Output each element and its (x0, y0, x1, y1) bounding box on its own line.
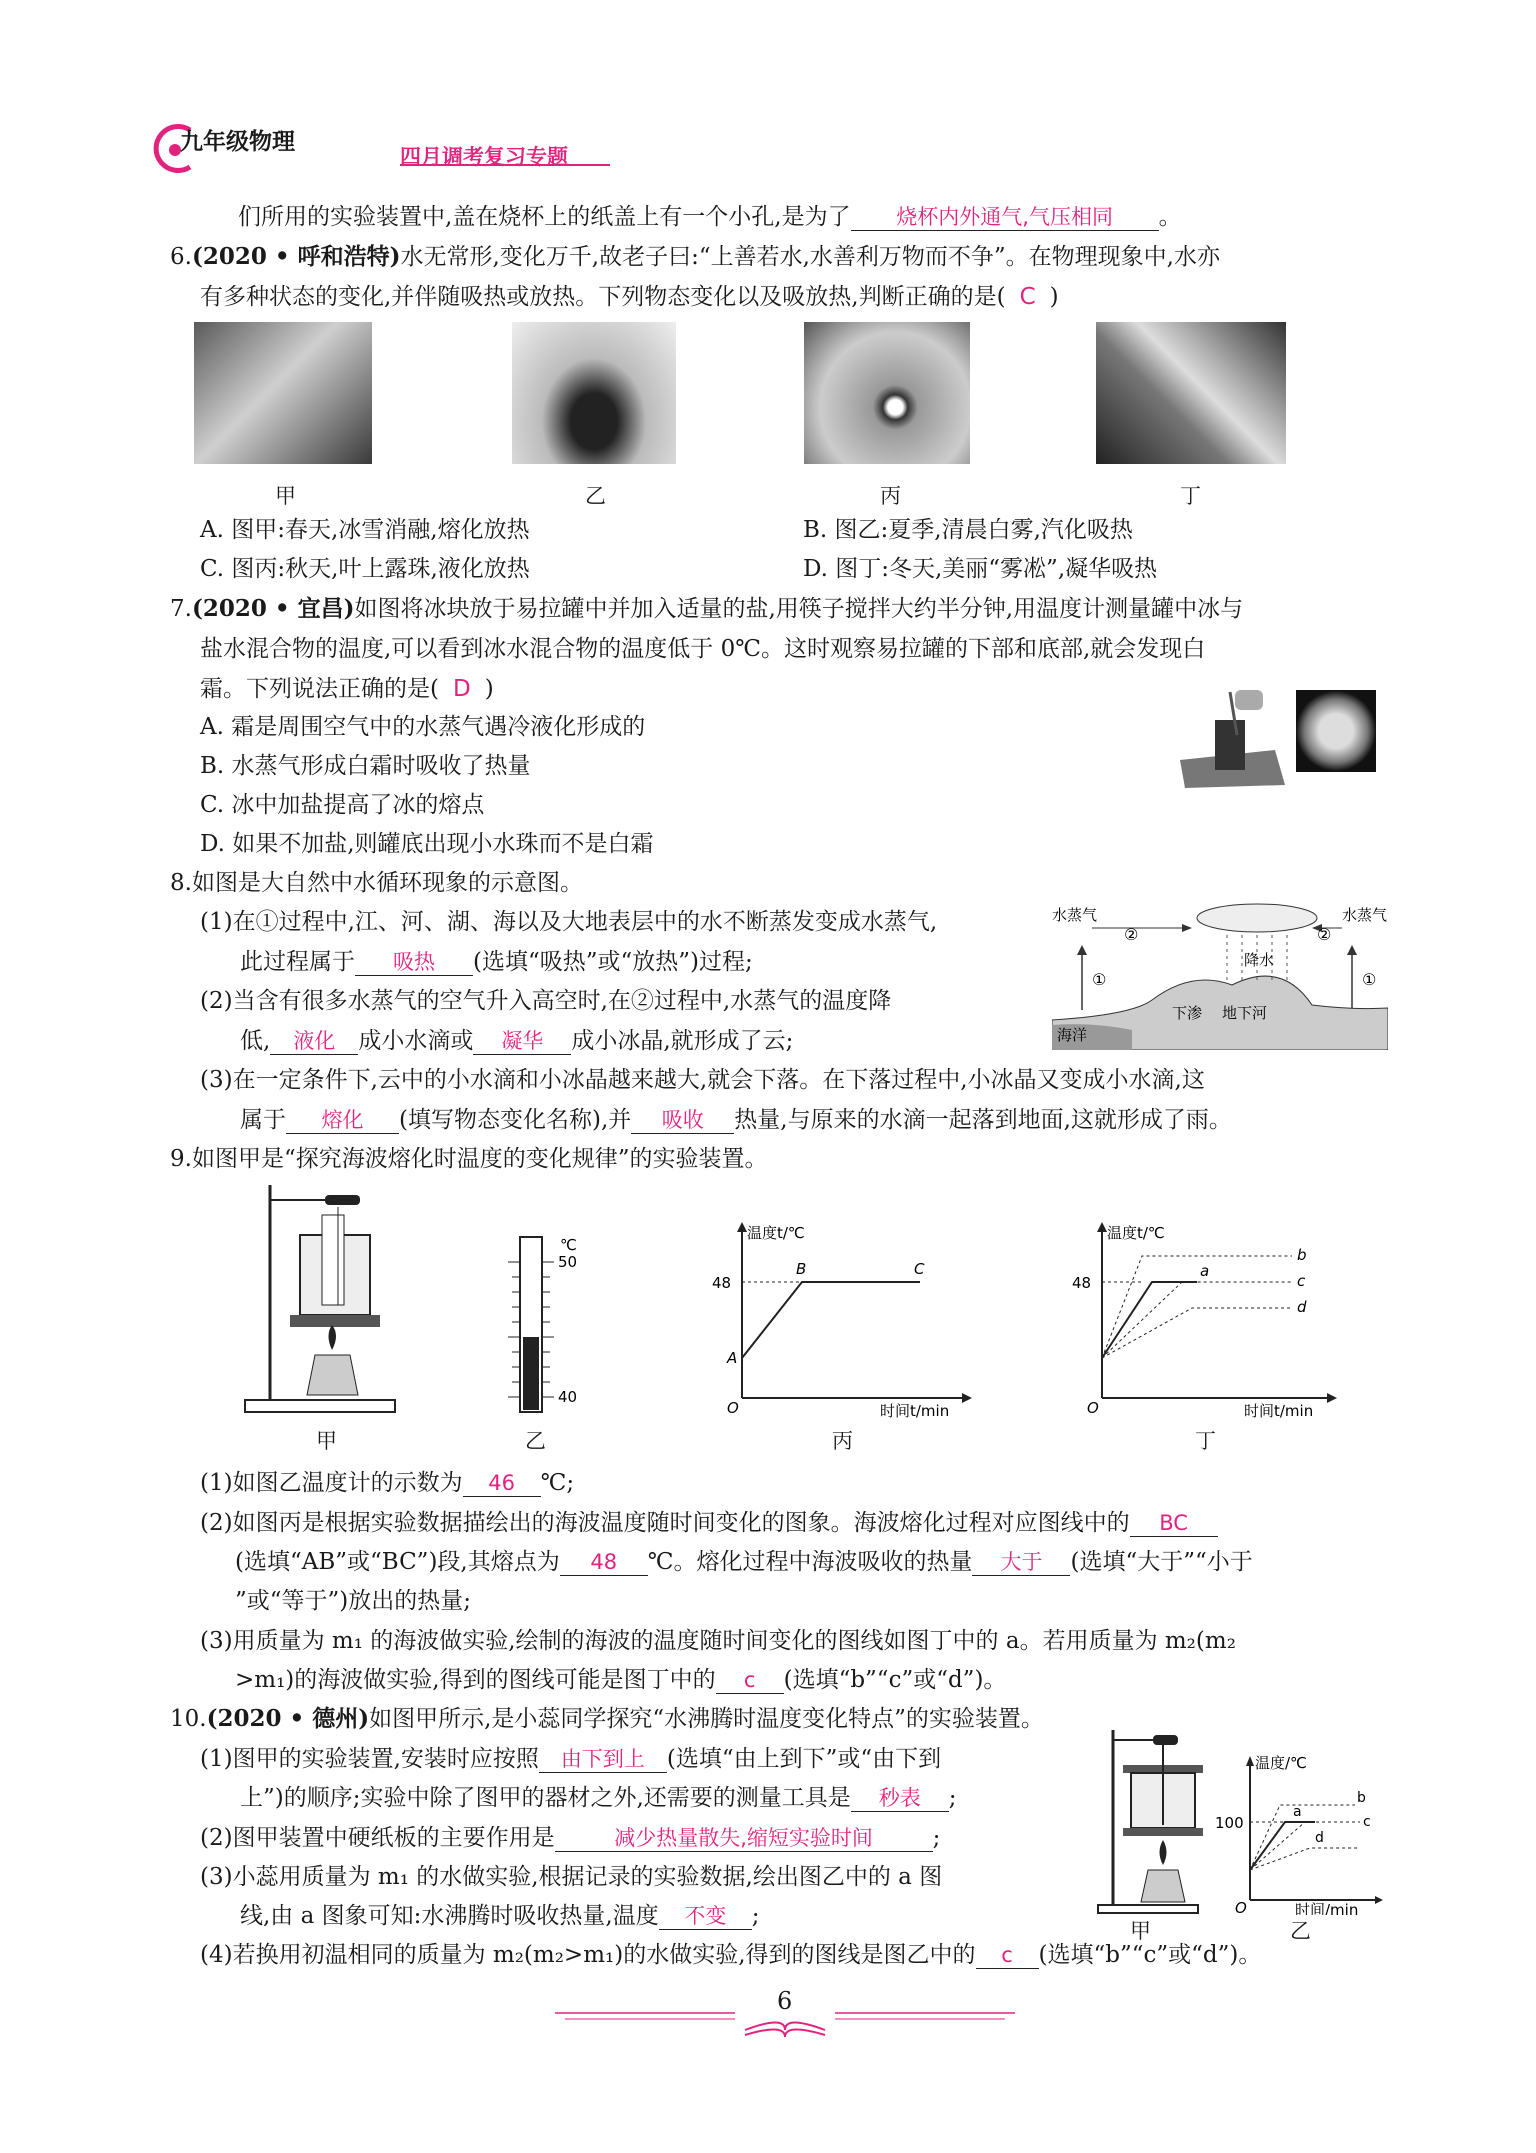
q6-option-d: D. 图丁:冬天,美丽“雾凇”,凝华吸热 (803, 556, 1158, 582)
q8-part1b: 此过程属于 吸热 (选填“吸热”或“放热”)过程; (240, 949, 753, 975)
thermo-tick-50: 50 (558, 1253, 578, 1271)
q10-part3a: (3)小蕊用质量为 m₁ 的水做实验,根据记录的实验数据,绘出图乙中的 a 图 (200, 1864, 943, 1890)
bing-point-B: B (796, 1260, 807, 1278)
q9-caption-jia: 甲 (316, 1429, 337, 1453)
q10-answer-2: 秒表 (851, 1785, 949, 1812)
photo-ice-melting (194, 322, 372, 464)
bing-point-A: A (727, 1349, 738, 1367)
q8-stem: 8.如图是大自然中水循环现象的示意图。 (170, 870, 583, 896)
q9-apparatus-jia (240, 1185, 400, 1415)
ding-label-b: b (1297, 1246, 1307, 1264)
q10-chart-yi (1215, 1750, 1385, 1915)
thermo-unit: ℃ (560, 1236, 577, 1254)
q10-part4: (4)若换用初温相同的质量为 m₂(m₂>m₁)的水做实验,得到的图线是图乙中的 c (选填“b”“c”或“d”)。 (200, 1942, 1262, 1968)
q9-chart-bing (712, 1218, 972, 1418)
q8-answer-4: 熔化 (286, 1107, 399, 1134)
yi-ylabel: 温度/℃ (1255, 1754, 1307, 1772)
diagram-seep-label: 下渗 (1172, 1004, 1203, 1022)
ding-origin: O (1087, 1399, 1099, 1417)
photo-rime-frost (1096, 322, 1286, 464)
diagram-process-2-right: ② (1317, 925, 1332, 944)
q9-chart-ding (1072, 1218, 1342, 1418)
bing-curve-ABC (742, 1282, 920, 1358)
q10-part1a: (1)图甲的实验装置,安装时应按照 由下到上 (选填“由上到下”或“由下到 (200, 1746, 942, 1772)
q9-part2c: ”或“等于”)放出的热量; (235, 1588, 471, 1614)
q9-answer-2: BC (1130, 1510, 1218, 1537)
q5-tail: 们所用的实验装置中,盖在烧杯上的纸盖上有一个小孔,是为了 烧杯内外通气,气压相同 。 (238, 204, 1182, 230)
q10-part2: (2)图甲装置中硬纸板的主要作用是 减少热量散失,缩短实验时间 ; (200, 1825, 941, 1851)
yi-xlabel: 时间/min (1295, 1901, 1359, 1915)
q6-caption-bing: 丙 (880, 484, 901, 508)
yi-label-a: a (1293, 1804, 1302, 1820)
q9-part1: (1)如图乙温度计的示数为 46 ℃; (200, 1470, 575, 1496)
q10-answer-1: 由下到上 (539, 1746, 667, 1773)
q6-caption-ding: 丁 (1180, 484, 1201, 508)
ding-y48: 48 (1072, 1274, 1092, 1292)
q7-line2: 盐水混合物的温度,可以看到冰水混合物的温度低于 0℃。这时观察易拉罐的下部和底部,就会发现白 (200, 636, 1206, 662)
yi-label-b: b (1357, 1790, 1366, 1806)
q10-answer-3: 减少热量散失,缩短实验时间 (555, 1825, 933, 1852)
q8-part3a: (3)在一定条件下,云中的小水滴和小冰晶越来越大,就会下落。在下落过程中,小冰晶又变成小水滴,这 (200, 1067, 1205, 1093)
q7-can-photo (1175, 690, 1290, 790)
q8-part2a: (2)当含有很多水蒸气的空气升入高空时,在②过程中,水蒸气的温度降 (200, 988, 892, 1014)
q9-thermometer-yi (490, 1232, 605, 1417)
ding-label-d: d (1297, 1298, 1307, 1316)
q9-answer-1: 46 (463, 1470, 541, 1497)
diagram-process-1-right: ① (1362, 970, 1377, 989)
q9-answer-5: c (716, 1667, 784, 1694)
q9-caption-bing: 丙 (832, 1429, 853, 1453)
thermo-tick-40: 40 (558, 1388, 578, 1406)
q7-option-c: C. 冰中加盐提高了冰的熔点 (200, 792, 485, 818)
q8-answer-5: 吸收 (631, 1107, 734, 1134)
q6-answer: C (1019, 284, 1036, 310)
photo-fog-tree (512, 322, 676, 464)
q7-option-a: A. 霜是周围空气中的水蒸气遇冷液化形成的 (200, 714, 646, 740)
q9-answer-3: 48 (560, 1549, 648, 1576)
q10-caption-jia: 甲 (1130, 1919, 1151, 1943)
q8-answer-3: 凝华 (473, 1028, 571, 1055)
q10-answer-4: 不变 (659, 1903, 752, 1930)
yi-curve-d (1250, 1848, 1360, 1870)
q6-caption-jia: 甲 (275, 484, 296, 508)
q6-option-c: C. 图丙:秋天,叶上露珠,液化放热 (200, 556, 530, 582)
q9-caption-yi: 乙 (525, 1429, 546, 1453)
ding-curve-c (1102, 1282, 1292, 1358)
q6-option-a: A. 图甲:春天,冰雪消融,熔化放热 (200, 517, 530, 543)
q9-caption-ding: 丁 (1195, 1429, 1216, 1453)
diagram-river-label: 地下河 (1222, 1004, 1268, 1022)
q8-part3b: 属于 熔化 (填写物态变化名称),并 吸收 热量,与原来的水滴一起落到地面,这就形成了雨。 (240, 1107, 1232, 1133)
yi-curve-b (1250, 1805, 1355, 1870)
q9-stem: 9.如图甲是“探究海波熔化时温度的变化规律”的实验装置。 (170, 1146, 768, 1172)
q9-part3a: (3)用质量为 m₁ 的海波做实验,绘制的海波的温度随时间变化的图线如图丁中的 a。若用质量为 m₂(m₂ (200, 1628, 1236, 1654)
header-grade: 九年级物理 (180, 129, 295, 155)
bing-y48: 48 (712, 1274, 732, 1292)
ding-xlabel: 时间t/min (1244, 1402, 1314, 1418)
bing-point-C: C (914, 1260, 925, 1278)
q10-apparatus-jia (1093, 1730, 1208, 1915)
header-subtitle: 四月调考复习专题 (400, 145, 568, 169)
q7-line3: 霜。下列说法正确的是( D ) (200, 676, 494, 702)
diagram-process-1-left: ① (1092, 970, 1107, 989)
yi-label-d: d (1315, 1830, 1324, 1846)
yi-y100: 100 (1215, 1814, 1244, 1832)
diagram-vapor-left: 水蒸气 (1052, 906, 1098, 924)
q7-frost-photo (1296, 690, 1376, 772)
q10-caption-yi: 乙 (1290, 1919, 1311, 1943)
q6-line2: 有多种状态的变化,并伴随吸热或放热。下列物态变化以及吸放热,判断正确的是( C ) (200, 284, 1059, 310)
page-header (150, 115, 650, 175)
q9-answer-4: 大于 (972, 1549, 1070, 1576)
diagram-process-2-left: ② (1124, 925, 1139, 944)
page-number: 6 (777, 1987, 793, 2015)
diagram-sea-label: 海洋 (1057, 1026, 1088, 1044)
q10-answer-5: c (976, 1942, 1039, 1969)
q6-option-b: B. 图乙:夏季,清晨白雾,汽化吸热 (803, 517, 1133, 543)
ding-curve-a (1102, 1282, 1197, 1358)
q9-part2a: (2)如图丙是根据实验数据描绘出的海波温度随时间变化的图象。海波熔化过程对应图线中的 BC (200, 1506, 1218, 1540)
bing-origin: O (727, 1399, 739, 1417)
q10-part1b: 上”)的顺序;实验中除了图甲的器材之外,还需要的测量工具是 秒表 ; (240, 1785, 957, 1811)
q7-option-b: B. 水蒸气形成白霜时吸收了热量 (200, 753, 531, 779)
q6-caption-yi: 乙 (585, 484, 606, 508)
q6-line1: 6.(2020 • 呼和浩特)水无常形,变化万千,故老子曰:“上善若水,水善利万物而不争”。在物理现象中,水亦 (170, 243, 1220, 270)
q5-answer: 烧杯内外通气,气压相同 (851, 204, 1159, 231)
ding-label-a: a (1200, 1262, 1210, 1280)
q10-stem: 10.(2020 • 德州)如图甲所示,是小蕊同学探究“水沸腾时温度变化特点”的实验装置。 (170, 1705, 1044, 1732)
q8-part2b: 低, 液化 成小水滴或 凝华 成小冰晶,就形成了云; (240, 1028, 794, 1054)
diagram-vapor-right: 水蒸气 (1342, 906, 1388, 924)
bing-ylabel: 温度t/℃ (747, 1224, 805, 1242)
ding-ylabel: 温度t/℃ (1107, 1224, 1165, 1242)
water-cycle-diagram (1052, 900, 1388, 1050)
q7-answer: D (452, 676, 471, 702)
q7-option-d: D. 如果不加盐,则罐底出现小水珠而不是白霜 (200, 831, 654, 857)
q9-part3b: >m₁)的海波做实验,得到的图线可能是图丁中的 c (选填“b”“c”或“d”)。 (235, 1667, 1007, 1693)
q8-part1a: (1)在①过程中,江、河、湖、海以及大地表层中的水不断蒸发变成水蒸气, (200, 909, 938, 935)
q8-answer-2: 液化 (270, 1028, 358, 1055)
q8-answer-1: 吸热 (355, 949, 473, 976)
bing-xlabel: 时间t/min (880, 1402, 950, 1418)
q7-line1: 7.(2020 • 宜昌)如图将冰块放于易拉罐中并加入适量的盐,用筷子搅拌大约半分钟,用温度计测量罐中冰与 (170, 595, 1244, 622)
photo-dew-drop (804, 322, 970, 464)
yi-origin: O (1235, 1899, 1247, 1915)
q10-part3b: 线,由 a 图象可知:水沸腾时吸收热量,温度 不变 ; (240, 1903, 760, 1929)
yi-label-c: c (1363, 1814, 1371, 1830)
q9-part2b: (选填“AB”或“BC”)段,其熔点为 48 ℃。熔化过程中海波吸收的热量 大于 (选填“大于”“小于 (235, 1549, 1253, 1575)
yi-curve-a (1250, 1822, 1315, 1870)
diagram-rain-label: 降水 (1244, 951, 1275, 969)
ding-label-c: c (1297, 1272, 1306, 1290)
page-footer (555, 1985, 1015, 2045)
